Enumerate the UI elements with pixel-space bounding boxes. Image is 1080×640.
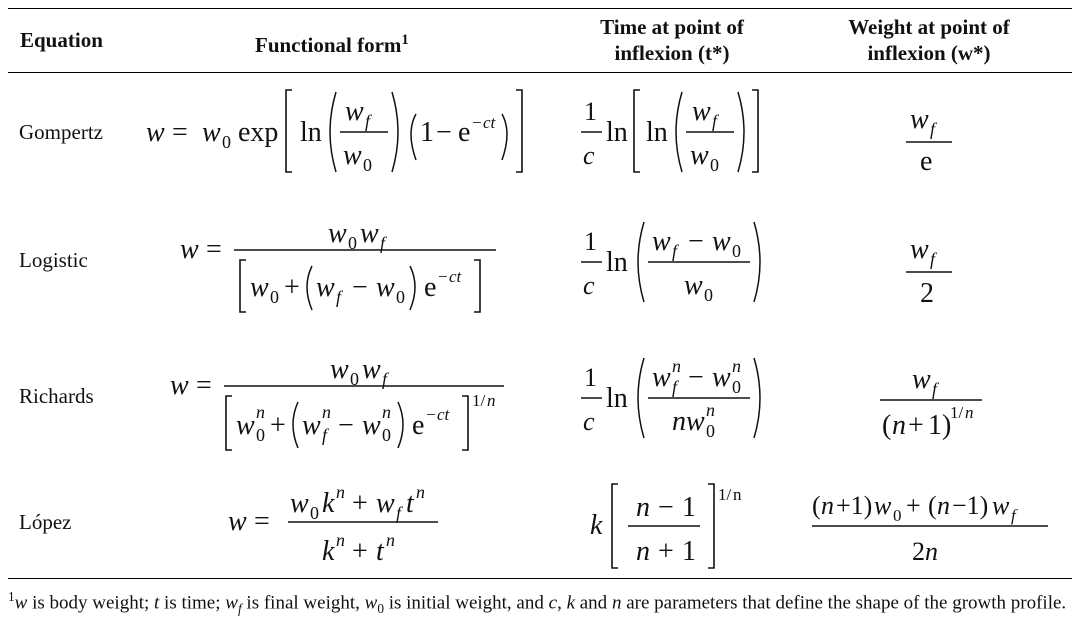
svg-text:e: e	[458, 117, 471, 148]
svg-text:0: 0	[732, 241, 741, 261]
svg-text:n: n	[386, 530, 395, 550]
footnote-text-3: is final weight,	[241, 592, 365, 614]
svg-text:2: 2	[912, 537, 925, 566]
svg-text:+: +	[352, 536, 368, 567]
footnote-text-7: are parameters that define the shape of the growth profile.	[621, 592, 1067, 614]
lopez-weight-inflexion	[808, 484, 1056, 568]
svg-text:=: =	[206, 234, 222, 265]
svg-text:ct: ct	[449, 267, 462, 286]
svg-text:w: w	[290, 488, 309, 519]
svg-text:1: 1	[584, 227, 597, 256]
top-rule	[8, 8, 1072, 9]
svg-text:t: t	[406, 488, 414, 519]
svg-text:w: w	[362, 354, 381, 385]
footnote-c: c	[548, 592, 558, 614]
svg-text:n: n	[733, 485, 742, 504]
svg-text:1/: 1/	[950, 403, 964, 422]
svg-text:w: w	[684, 270, 703, 301]
svg-text:n: n	[636, 492, 650, 523]
footnote-w: w	[14, 592, 28, 614]
svg-text:c: c	[583, 407, 595, 436]
svg-text:+: +	[906, 491, 921, 520]
footnote-text-4: is initial weight, and	[383, 592, 549, 614]
svg-text:w: w	[302, 410, 321, 441]
header-rule	[8, 72, 1072, 73]
svg-text:−: −	[352, 272, 368, 303]
row-label-logistic: Logistic	[19, 248, 88, 272]
svg-text:w: w	[360, 218, 379, 249]
svg-text:e: e	[412, 410, 425, 441]
footnote	[8, 584, 1074, 622]
svg-text:w: w	[180, 234, 199, 265]
svg-text:n: n	[672, 356, 681, 376]
footnote-wf: w	[225, 592, 238, 614]
svg-text:f: f	[382, 369, 388, 389]
svg-text:n: n	[937, 491, 950, 520]
row-label-richards: Richards	[19, 384, 94, 408]
svg-text:1: 1	[420, 117, 434, 148]
svg-text:(: (	[812, 491, 821, 520]
svg-text:w: w	[910, 104, 929, 135]
footnote-text-5: ,	[557, 592, 567, 614]
gompertz-time-inflexion	[578, 84, 768, 180]
svg-text:w: w	[250, 272, 269, 303]
svg-text:−: −	[688, 226, 704, 257]
svg-text:f: f	[322, 425, 328, 445]
svg-text:−: −	[436, 117, 452, 148]
svg-text:ct: ct	[483, 113, 496, 132]
svg-text:1: 1	[682, 492, 696, 523]
svg-text:1: 1	[584, 97, 597, 126]
svg-text:0: 0	[363, 155, 372, 175]
logistic-time-inflexion	[578, 214, 778, 310]
svg-text:ln: ln	[300, 117, 322, 148]
svg-text:f: f	[930, 119, 936, 139]
svg-text:exp: exp	[238, 117, 279, 148]
footnote-k: k	[566, 592, 575, 614]
svg-text:(: (	[928, 491, 937, 520]
svg-text:k: k	[590, 510, 603, 541]
svg-text:0: 0	[270, 287, 279, 307]
svg-text:w: w	[874, 491, 892, 520]
svg-text:+: +	[658, 536, 674, 567]
svg-text:w: w	[330, 354, 349, 385]
svg-text:=: =	[254, 506, 270, 537]
svg-text:e: e	[424, 272, 437, 303]
svg-text:0: 0	[348, 233, 357, 253]
svg-text:w: w	[992, 491, 1010, 520]
svg-text:n: n	[636, 536, 650, 567]
svg-text:ct: ct	[437, 405, 450, 424]
svg-text:w: w	[345, 96, 364, 127]
svg-text:t: t	[376, 536, 384, 567]
svg-text:f: f	[930, 249, 936, 269]
svg-text:−: −	[472, 113, 482, 132]
header-footnote-marker: 1	[401, 32, 409, 48]
svg-text:n: n	[821, 491, 834, 520]
svg-text:c: c	[583, 141, 595, 170]
svg-text:w: w	[652, 226, 671, 257]
svg-text:w: w	[343, 140, 362, 171]
svg-text:−: −	[438, 267, 448, 286]
svg-text:n: n	[416, 482, 425, 502]
lopez-time-inflexion	[588, 476, 778, 576]
svg-text:+: +	[270, 410, 286, 441]
header-functional-form	[255, 27, 409, 58]
svg-text:w: w	[316, 272, 335, 303]
svg-text:w: w	[236, 410, 255, 441]
svg-text:n: n	[256, 402, 265, 422]
svg-text:n: n	[892, 410, 906, 441]
svg-text:−: −	[688, 362, 704, 393]
svg-text:w: w	[652, 362, 671, 393]
svg-text:n: n	[322, 402, 331, 422]
svg-text:w: w	[910, 234, 929, 265]
svg-text:f: f	[396, 503, 402, 523]
svg-text:(: (	[882, 410, 892, 441]
svg-text:0: 0	[222, 132, 231, 152]
footnote-w0: w	[364, 592, 378, 614]
header-time-inflexion	[574, 14, 770, 66]
svg-text:f: f	[336, 287, 342, 307]
svg-text:n: n	[965, 403, 974, 422]
svg-text:nw: nw	[672, 406, 705, 437]
svg-text:w: w	[376, 272, 395, 303]
svg-text:w: w	[912, 364, 931, 395]
svg-text:w: w	[170, 370, 189, 401]
svg-text:0: 0	[710, 155, 719, 175]
footnote-n: n	[611, 592, 622, 614]
gompertz-weight-inflexion	[900, 92, 960, 176]
svg-text:1: 1	[584, 363, 597, 392]
svg-text:0: 0	[256, 425, 265, 445]
svg-text:+: +	[908, 410, 924, 441]
svg-text:−: −	[338, 410, 354, 441]
svg-text:ln: ln	[646, 117, 668, 148]
header-weight-line1: Weight at point of	[848, 15, 1010, 39]
svg-text:w: w	[328, 218, 347, 249]
richards-time-inflexion	[578, 350, 778, 446]
svg-text:=: =	[172, 117, 188, 148]
svg-text:c: c	[583, 271, 595, 300]
bottom-rule	[8, 578, 1072, 579]
footnote-text-1: is body weight;	[27, 592, 155, 614]
svg-text:0: 0	[382, 425, 391, 445]
svg-text:0: 0	[350, 369, 359, 389]
svg-text:n: n	[336, 482, 345, 502]
svg-text:1): 1)	[928, 410, 952, 441]
svg-text:f: f	[1011, 506, 1016, 525]
footnote-marker: 1	[8, 589, 15, 604]
header-weight-inflexion	[822, 14, 1036, 66]
svg-text:k: k	[322, 488, 335, 519]
svg-text:f: f	[712, 111, 718, 131]
svg-text:−1): −1)	[952, 491, 989, 520]
svg-text:n: n	[382, 402, 391, 422]
header-functional-form-label: Functional form	[255, 33, 402, 57]
footnote-w0-sub: 0	[377, 601, 384, 617]
svg-text:w: w	[202, 117, 221, 148]
svg-text:ln: ln	[606, 117, 628, 148]
svg-text:w: w	[712, 362, 731, 393]
svg-text:0: 0	[893, 506, 902, 525]
svg-text:=: =	[196, 370, 212, 401]
svg-text:w: w	[228, 506, 247, 537]
svg-text:w: w	[712, 226, 731, 257]
footnote-wf-sub-f: f	[237, 601, 242, 617]
richards-functional-form	[168, 344, 513, 456]
footnote-t: t	[154, 592, 160, 614]
svg-text:0: 0	[396, 287, 405, 307]
svg-text:0: 0	[732, 377, 741, 397]
header-equation: Equation	[20, 28, 103, 52]
svg-text:f: f	[672, 377, 678, 397]
svg-text:f: f	[932, 379, 938, 399]
svg-text:w: w	[690, 140, 709, 171]
svg-text:−: −	[426, 405, 436, 424]
logistic-weight-inflexion	[900, 222, 960, 308]
svg-text:0: 0	[310, 503, 319, 523]
svg-text:f: f	[380, 233, 386, 253]
svg-text:n: n	[336, 530, 345, 550]
svg-text:+: +	[284, 272, 300, 303]
svg-text:+1): +1)	[836, 491, 873, 520]
svg-text:0: 0	[704, 285, 713, 305]
svg-text:−: −	[658, 492, 674, 523]
gompertz-functional-form	[140, 84, 540, 180]
svg-text:w: w	[362, 410, 381, 441]
svg-text:f: f	[365, 111, 371, 131]
row-label-lopez: López	[19, 510, 72, 534]
svg-text:+: +	[352, 488, 368, 519]
svg-text:n: n	[487, 391, 496, 410]
svg-text:ln: ln	[606, 247, 628, 278]
logistic-functional-form	[178, 208, 508, 318]
svg-text:n: n	[732, 356, 741, 376]
richards-weight-inflexion	[876, 358, 988, 442]
header-weight-line2: inflexion (w*)	[867, 41, 991, 65]
footnote-text-2: is time;	[159, 592, 226, 614]
svg-text:w: w	[692, 96, 711, 127]
svg-text:n: n	[706, 400, 715, 420]
row-label-gompertz: Gompertz	[19, 120, 103, 144]
svg-text:2: 2	[920, 278, 934, 308]
svg-text:1: 1	[682, 536, 696, 567]
svg-text:f: f	[672, 241, 678, 261]
svg-text:0: 0	[706, 421, 715, 441]
svg-text:1/: 1/	[718, 485, 732, 504]
svg-text:w: w	[146, 117, 165, 148]
header-time-line1: Time at point of	[600, 15, 744, 39]
svg-text:1/: 1/	[472, 391, 486, 410]
svg-text:n: n	[925, 537, 938, 566]
svg-text:e: e	[920, 146, 933, 176]
lopez-functional-form	[226, 480, 456, 576]
svg-text:k: k	[322, 536, 335, 567]
svg-text:ln: ln	[606, 383, 628, 414]
svg-text:w: w	[376, 488, 395, 519]
footnote-text-6: and	[575, 592, 612, 614]
header-time-line2: inflexion (t*)	[614, 41, 730, 65]
